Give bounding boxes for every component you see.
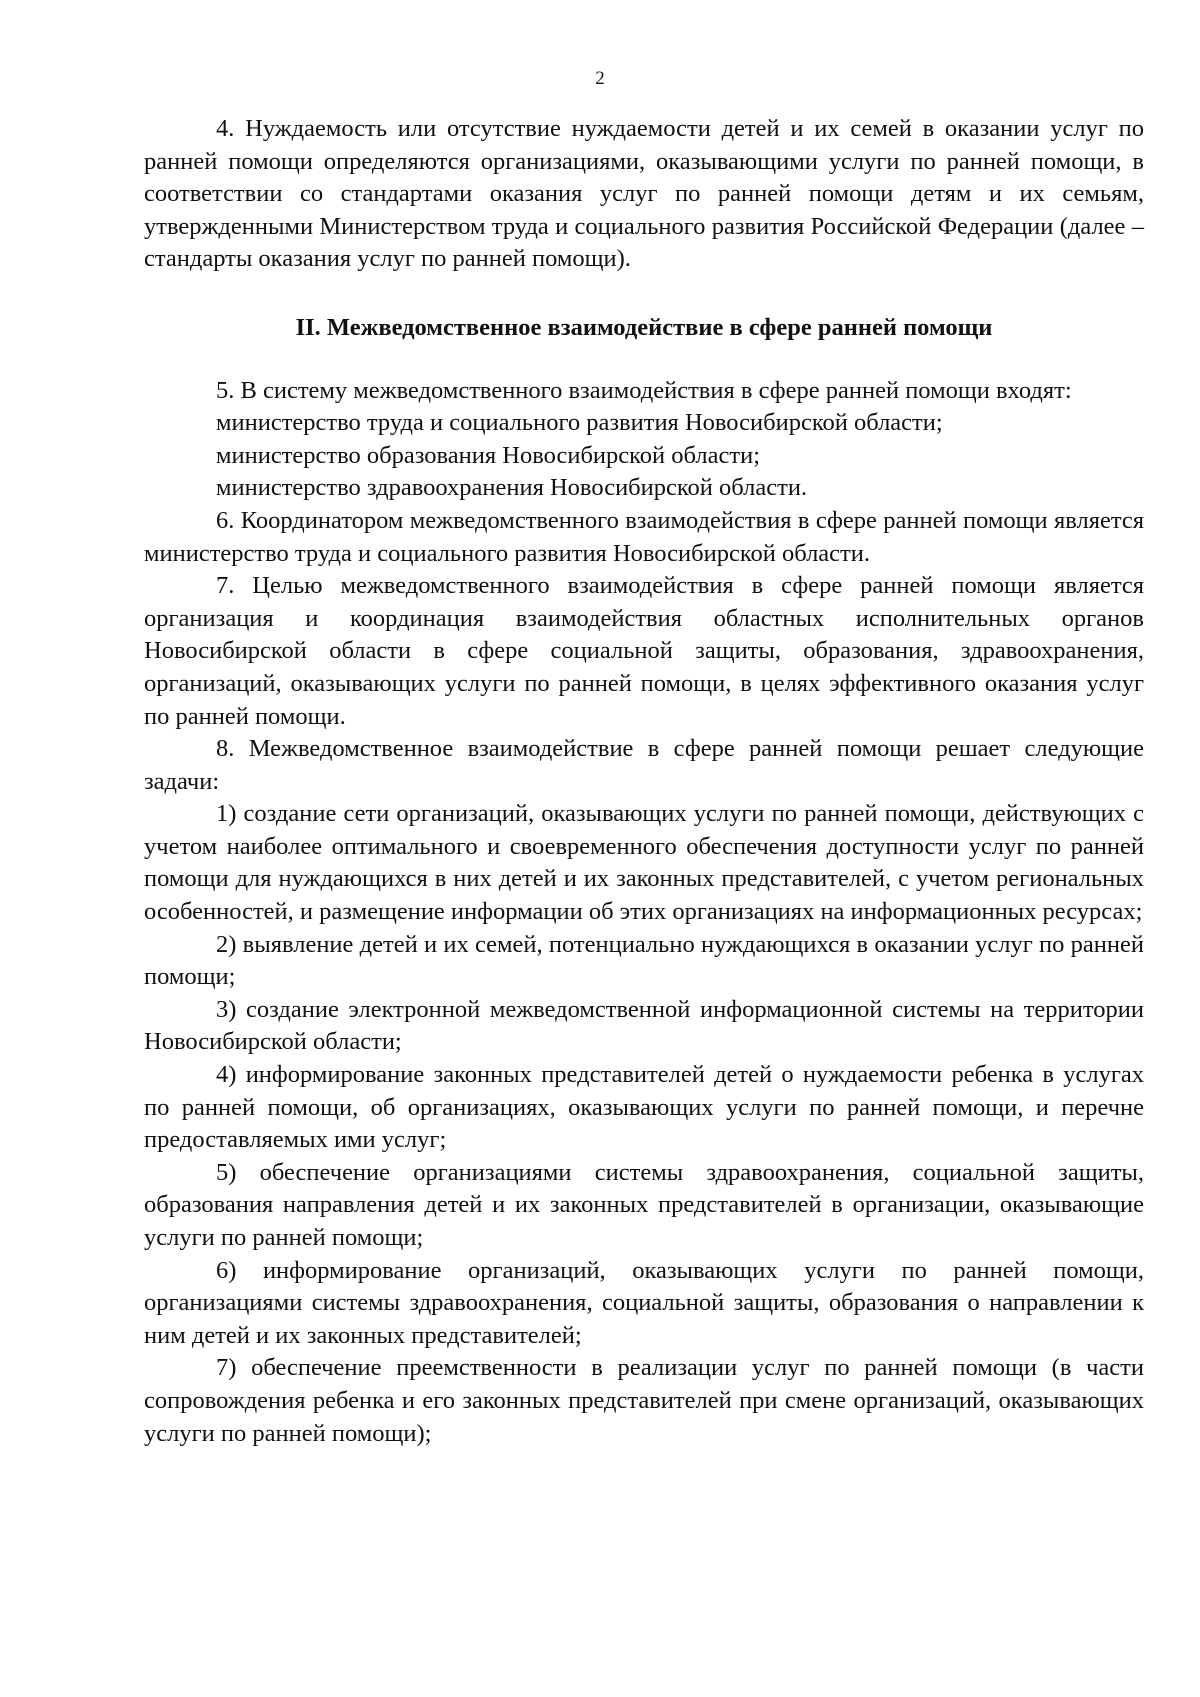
task-item-1: 1) создание сети организаций, оказывающих услуги по ранней помощи, действующих с учетом наиболее оптимального и своевременного обеспечения доступности услуг по ранней помощи для нуждающихся в них детей и их законных представителей, с учетом региональных особенностей, и размещение информации об этих организациях на информационных ресурсах; [144, 800, 1144, 926]
paragraph-8: 8. Межведомственное взаимодействие в сфере ранней помощи решает следующие задачи: [144, 735, 1144, 795]
task-item-6: 6) информирование организаций, оказывающих услуги по ранней помощи, организациями системы здравоохранения, социальной защиты, образования о направлении к ним детей и их законных представителей; [144, 1256, 1144, 1349]
section-heading: II. Межведомственное взаимодействие в сфере ранней помощи [295, 313, 993, 341]
task-item-7: 7) обеспечение преемственности в реализации услуг по ранней помощи (в части сопровождения ребенка и его законных представителей при смене организаций, оказывающих услуги по ранней помощи); [144, 1354, 1144, 1447]
ministry-item-health: министерство здравоохранения Новосибирской области. [216, 474, 808, 502]
ministry-item-education: министерство образования Новосибирской области; [216, 441, 761, 469]
task-item-4: 4) информирование законных представителей детей о нуждаемости ребенка в услугах по ранней помощи, об организациях, оказывающих услуги по ранней помощи, и перечне предоставляемых ими услуг; [144, 1061, 1144, 1154]
page-number: 2 [595, 68, 605, 89]
paragraph-7: 7. Целью межведомственного взаимодействия в сфере ранней помощи является организация и координация взаимодействия областных исполнительных органов Новосибирской области в сфере социальной защиты, образования, здравоохранения, организаций, оказывающих услуги по ранней помощи, в целях эффективного оказания услуг по ранней помощи. [144, 572, 1144, 730]
ministry-item-labor: министерство труда и социального развития Новосибирской области; [216, 409, 943, 437]
task-item-5: 5) обеспечение организациями системы здравоохранения, социальной защиты, образования направления детей и их законных представителей в организации, оказывающие услуги по ранней помощи; [144, 1158, 1144, 1251]
task-item-2: 2) выявление детей и их семей, потенциально нуждающихся в оказании услуг по ранней помощи; [144, 930, 1144, 991]
task-item-3: 3) создание электронной межведомственной информационной системы на территории Новосибирской области; [144, 995, 1144, 1056]
paragraph-6: 6. Координатором межведомственного взаимодействия в сфере ранней помощи является министерство труда и социального развития Новосибирской области. [144, 506, 1144, 567]
paragraph-5: 5. В систему межведомственного взаимодействия в сфере ранней помощи входят: [216, 376, 1072, 404]
document-body [144, 113, 1144, 1450]
paragraph-4: 4. Нуждаемость или отсутствие нуждаемости детей и их семей в оказании услуг по ранней помощи определяются организациями, оказывающими услуги по ранней помощи, в соответствии со стандартами оказания услуг по ранней помощи детям и их семьям, утвержденными Министерством труда и социального развития Российской Федерации (далее – стандарты оказания услуг по ранней помощи). [144, 115, 1144, 273]
